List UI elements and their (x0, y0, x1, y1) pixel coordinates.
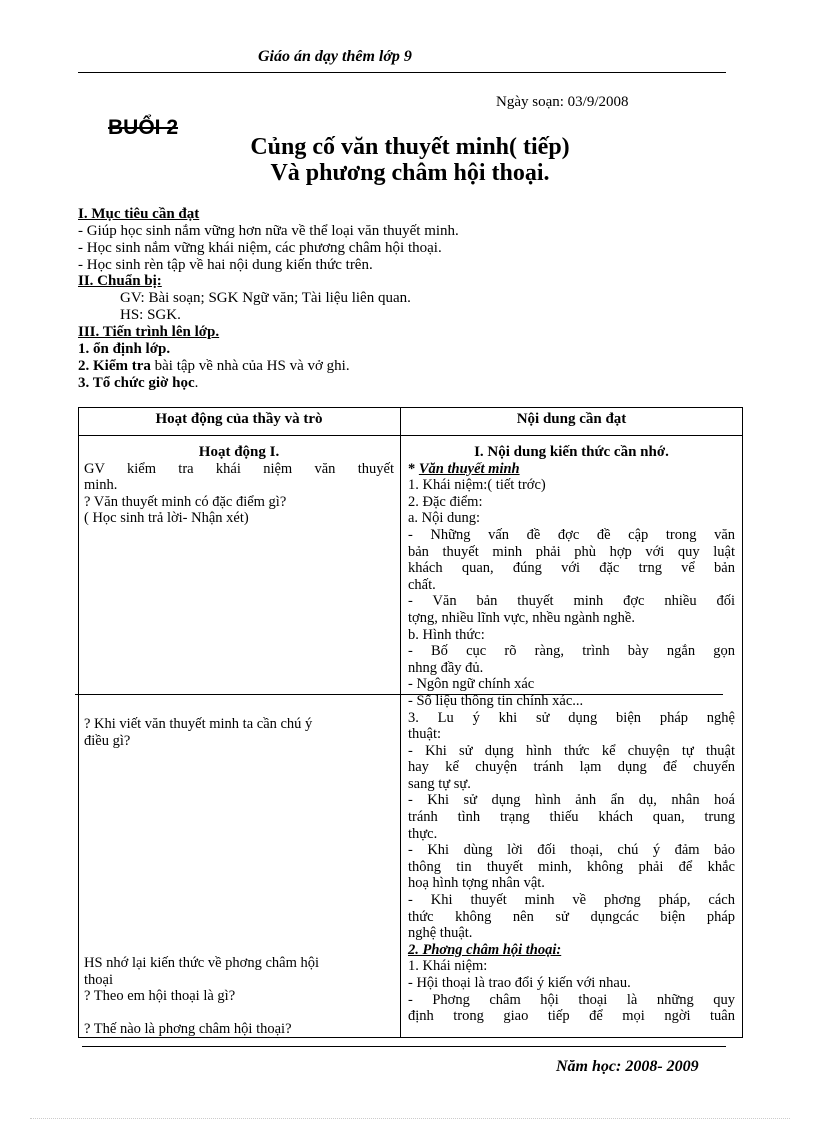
content-line: thực. (408, 825, 438, 842)
objective-item: - Học sinh nắm vững khái niệm, các phương châm hội thoại. (78, 240, 442, 256)
content-line: thức không nên sử dụngcác biện pháp (408, 908, 735, 925)
objective-item: - Giúp học sinh nắm vững hơn nữa về thể loại văn thuyết minh. (78, 223, 459, 239)
section-objectives-title: I. Mục tiêu cần đạt (78, 206, 200, 222)
content-line: - Phơng châm hội thoại là những quy (408, 991, 735, 1008)
content-line: - Những vấn đề đợc đề cập trong văn (408, 526, 735, 543)
left-line: ? Văn thuyết minh có đặc điểm gì? (84, 493, 287, 510)
preparation-item: GV: Bài soạn; SGK Ngữ văn; Tài liệu liên quan. (120, 290, 411, 306)
left-line: minh. (84, 477, 118, 494)
right-cell-content (408, 444, 735, 1025)
preparation-item: HS: SGK. (120, 307, 181, 323)
content-line: - Văn bản thuyết minh đợc nhiều đối (408, 593, 735, 610)
session-label: BUỔI 2 (108, 116, 179, 139)
content-line: khách quan, đúng với đặc trng vể bản (408, 560, 735, 577)
content-line: bản thuyết minh phải phù hợp với quy luật (408, 543, 735, 560)
activity-heading: Hoạt động I. (198, 444, 280, 460)
section-preparation-title: II. Chuẩn bị: (78, 273, 162, 289)
content-line: chất. (408, 576, 436, 593)
content-line: tợng, nhiều lĩnh vực, nhều ngành nghề. (408, 609, 635, 626)
left-cell-block-a (84, 444, 394, 527)
content-line: hoạ hình tợng nhân vật. (408, 875, 545, 892)
page-footer: Năm học: 2008- 2009 (556, 1058, 699, 1075)
left-line: ? Thế nào là phơng châm hội thoại? (84, 1021, 292, 1037)
content-line: hay kể chuyện tránh lạm dụng để chuyển (408, 759, 735, 776)
table-column-divider (400, 407, 401, 1038)
content-line: - Số liệu thông tin chính xác... (408, 692, 584, 709)
content-line: nhng đầy đủ. (408, 659, 484, 676)
procedure-step-1: 1. ổn định lớp. (78, 341, 171, 357)
left-line: ? Khi viết văn thuyết minh ta cần chú ý (84, 716, 313, 732)
content-line: 3. Lu ý khi sử dụng biện pháp nghệ (408, 709, 735, 726)
left-line: ? Theo em hội thoại là gì? (84, 988, 236, 1005)
procedure-step-2: 2. Kiểm tra bài tập về nhà của HS và vở ghi. (78, 358, 350, 374)
content-subheading-2: 2. Phơng châm hội thoại: (408, 941, 562, 958)
content-line: - Ngôn ngữ chính xác (408, 676, 535, 693)
content-line: sang tự sự. (408, 775, 471, 792)
content-line: - Khi dùng lời đối thoại, chú ý đảm bảo (408, 842, 735, 859)
content-line: - Khi sử dụng hình thức kể chuyện tự thuật (408, 742, 735, 759)
left-line: ( Học sinh trả lời- Nhận xét) (84, 510, 249, 527)
content-line: a. Nội dung: (408, 510, 481, 527)
content-line: - Hội thoại là trao đổi ý kiến với nhau. (408, 975, 631, 991)
content-line: - Khi sử dụng hình ảnh ẩn dụ, nhân hoá (408, 792, 735, 809)
left-line: GV kiểm tra khái niệm văn thuyết (84, 460, 394, 477)
content-line: 2. Đặc điểm: (408, 493, 483, 510)
page-header: Giáo án dạy thêm lớp 9 (258, 48, 412, 65)
content-line: nghệ thuật. (408, 925, 473, 942)
procedure-step-3: 3. Tổ chức giờ học. (78, 375, 199, 391)
left-cell-block-c (84, 955, 394, 1005)
content-line: thuật: (408, 726, 442, 743)
lesson-date: Ngày soạn: 03/9/2008 (496, 94, 629, 110)
lesson-title-line1: Củng cố văn thuyết minh( tiếp) (250, 134, 570, 160)
content-heading: I. Nội dung kiến thức cần nhớ. (474, 444, 669, 460)
section-procedure-title: III. Tiến trình lên lớp. (78, 324, 220, 340)
header-rule (78, 72, 726, 73)
content-line: b. Hình thức: (408, 626, 485, 643)
lesson-title-line2: Và phương châm hội thoại. (270, 160, 550, 186)
content-line: thông tin thuyết minh, không phải để khắc (408, 858, 735, 875)
footer-rule (82, 1046, 726, 1047)
content-line: định trong giao tiếp để mọi ngời tuân (408, 1008, 735, 1025)
content-line: tránh tình trạng thiếu khách quan, trung (408, 809, 735, 826)
table-header-content: Nội dung cần đạt (516, 411, 627, 427)
left-line: điều gì? (84, 732, 131, 749)
table-header-activities: Hoạt động của thầy và trò (155, 411, 323, 427)
left-line: thoại (84, 971, 113, 988)
content-line: 1. Khái niệm:( tiết trớc) (408, 477, 546, 494)
content-line: 1. Khái niệm: (408, 958, 488, 975)
content-subheading: * Văn thuyết minh (408, 460, 520, 477)
content-line: - Khi thuyết minh về phơng pháp, cách (408, 892, 735, 909)
left-cell-block-b (84, 716, 394, 749)
left-line: HS nhớ lại kiến thức về phơng châm hội (84, 955, 320, 971)
content-line: - Bố cục rõ ràng, trình bày ngắn gọn (408, 643, 735, 660)
table-header-rule (78, 435, 743, 436)
page-edge-rule (30, 1118, 790, 1119)
objective-item: - Học sinh rèn tập về hai nội dung kiến thức trên. (78, 257, 373, 273)
